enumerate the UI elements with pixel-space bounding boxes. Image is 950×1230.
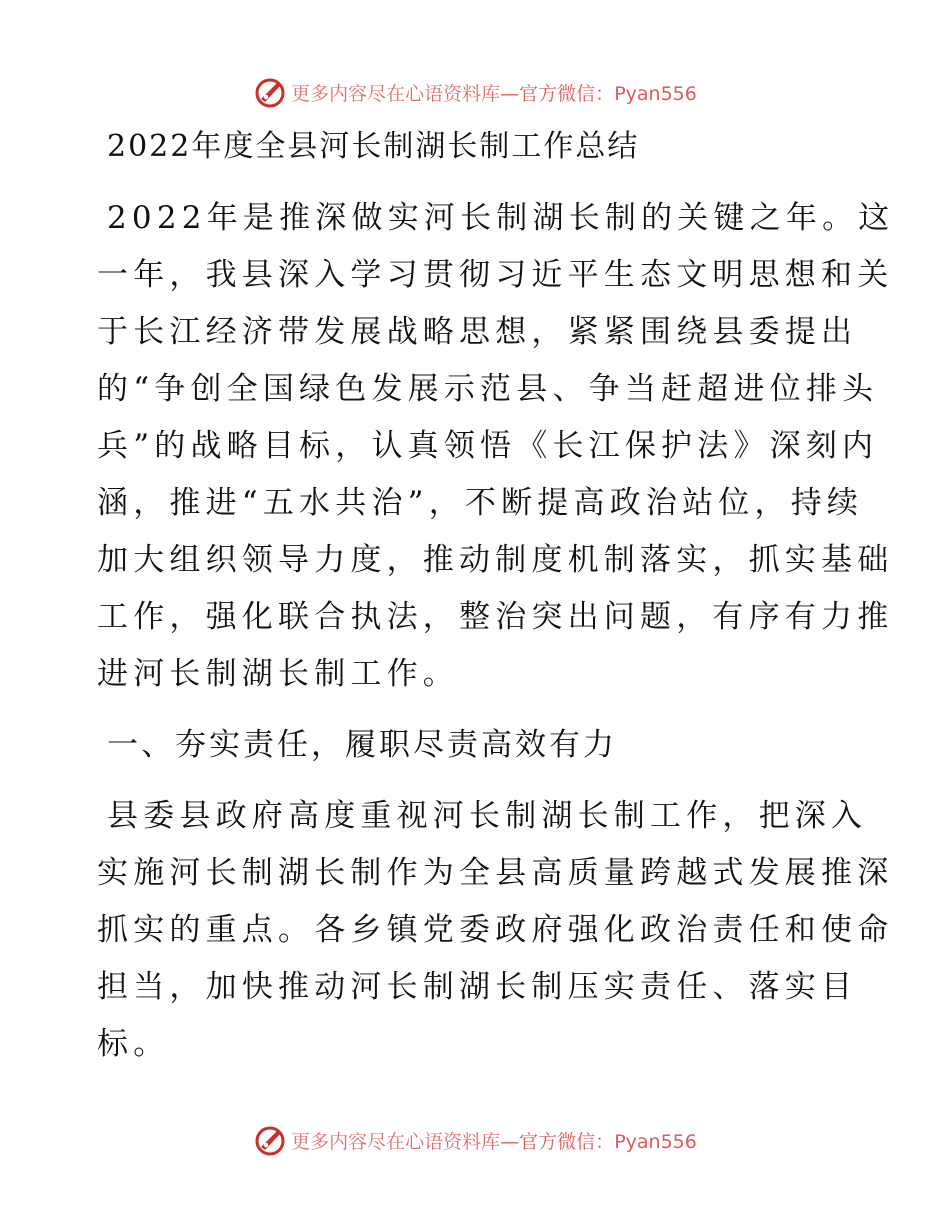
section-heading-1: 一、夯实责任，履职尽责高效有力 bbox=[107, 727, 617, 763]
paragraph-line: 标。 bbox=[97, 1026, 170, 1062]
paragraph-line: 于长江经济带发展战略思想，紧紧围绕县委提出 bbox=[97, 314, 858, 350]
paragraph-line: 涵，推进“五水共治”，不断提高政治站位，持续 bbox=[97, 485, 864, 521]
watermark-text-wechat-id: Pyan556 bbox=[614, 82, 697, 105]
watermark-text-wechat-label: —官方微信： bbox=[500, 82, 615, 105]
document-title: 2022年度全县河长制湖长制工作总结 bbox=[107, 129, 640, 164]
quill-circle-logo-icon bbox=[253, 75, 287, 109]
paragraph-line: 2022年是推深做实河长制湖长制的关键之年。这 bbox=[107, 200, 895, 236]
paragraph-line: 兵”的战略目标，认真领悟《长江保护法》深刻内 bbox=[97, 428, 879, 464]
watermark-text bbox=[291, 1127, 697, 1154]
paragraph-line: 进河长制湖长制工作。 bbox=[97, 656, 459, 692]
paragraph-line: 抓实的重点。各乡镇党委政府强化政治责任和使命 bbox=[97, 912, 894, 948]
watermark-text-wechat-label: —官方微信： bbox=[500, 1130, 615, 1153]
paragraph-line: 一年，我县深入学习贯彻习近平生态文明思想和关 bbox=[97, 257, 894, 293]
paragraph-line: 的“争创全国绿色发展示范县、争当赶超进位排头 bbox=[97, 371, 879, 407]
paragraph-intro bbox=[97, 190, 895, 703]
paragraph-line: 工作，强化联合执法，整治突出问题，有序有力推 bbox=[97, 599, 894, 635]
watermark-text-site: 更多内容尽在心语资料库 bbox=[291, 82, 501, 105]
paragraph-line: 县委县政府高度重视河长制湖长制工作，把深入 bbox=[107, 798, 868, 834]
paragraph-line: 加大组织领导力度，推动制度机制落实，抓实基础 bbox=[97, 542, 894, 578]
quill-circle-logo-icon bbox=[253, 1123, 287, 1157]
watermark-banner-bottom bbox=[0, 1118, 950, 1162]
watermark-banner-top bbox=[0, 70, 950, 114]
paragraph-section-1 bbox=[97, 788, 894, 1073]
paragraph-line: 担当，加快推动河长制湖长制压实责任、落实目 bbox=[97, 969, 858, 1005]
paragraph-line: 实施河长制湖长制作为全县高质量跨越式发展推深 bbox=[97, 855, 894, 891]
document-body bbox=[97, 118, 895, 1073]
watermark-text-wechat-id: Pyan556 bbox=[614, 1130, 697, 1153]
watermark-text-site: 更多内容尽在心语资料库 bbox=[291, 1130, 501, 1153]
watermark-text bbox=[291, 79, 697, 106]
